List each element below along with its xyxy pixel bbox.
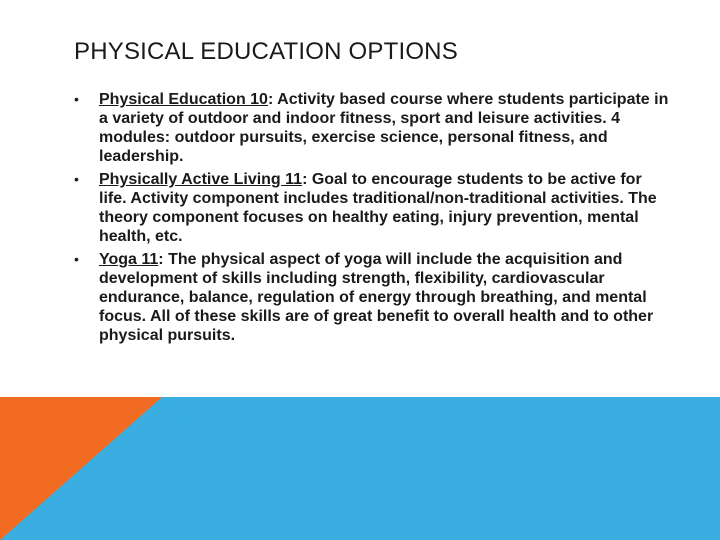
list-item: [72, 250, 672, 345]
slide-title: PHYSICAL EDUCATION OPTIONS: [74, 38, 458, 65]
course-description: : The physical aspect of yoga will include the acquisition and development of skills including strength, flexibility, cardiovascular endurance, balance, regulation of energy through breathing, and mental focus. All of these skills are of great benefit to overall health and to other physical pursuits.: [99, 251, 654, 344]
bullet-icon: •: [74, 171, 79, 187]
list-item: [72, 90, 672, 166]
course-link[interactable]: Physically Active Living 11: [99, 171, 303, 188]
bullet-icon: •: [74, 91, 79, 107]
course-description: : Goal to encourage students to be active for life. Activity component includes traditional/non-traditional activities. The theory component focuses on healthy eating, injury prevention, mental health, etc.: [99, 171, 657, 245]
course-link[interactable]: Physical Education 10: [99, 91, 268, 108]
course-link[interactable]: Yoga 11: [99, 251, 159, 268]
bullet-icon: •: [74, 251, 79, 267]
course-description: : Activity based course where students participate in a variety of outdoor and indoor fitness, sport and leisure activities. 4 modules: outdoor pursuits, exercise science, personal fitness, and leadership.: [99, 91, 669, 165]
list-item: [72, 170, 672, 246]
bullet-list: [72, 90, 672, 349]
